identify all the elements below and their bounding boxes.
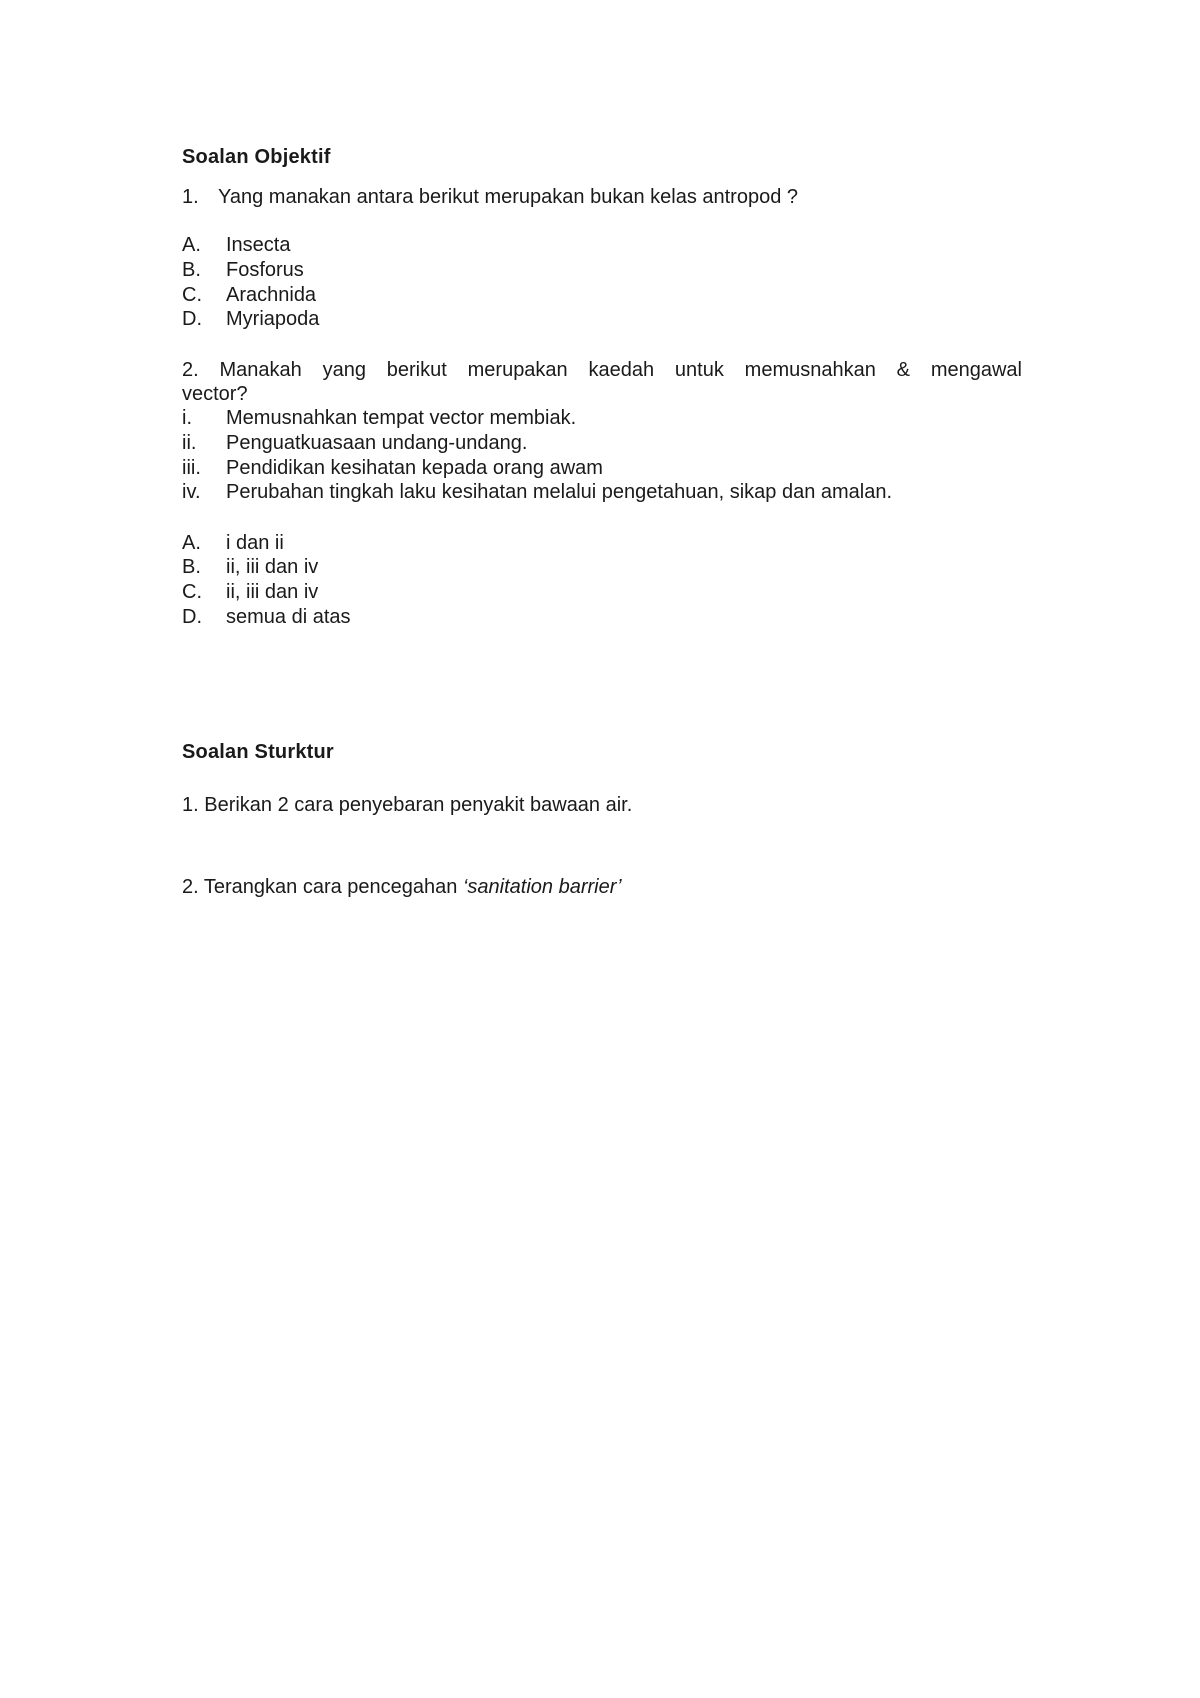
q1-option-a-letter: A. — [182, 234, 201, 256]
q2-option-a — [182, 530, 284, 557]
q2-item-iii — [182, 455, 603, 482]
structure-q2-text: 2. Terangkan cara pencegahan — [182, 876, 463, 898]
q2-item-iv-roman: iv. — [182, 481, 201, 503]
q2-item-ii-text: Penguatkuasaan undang-undang. — [226, 432, 528, 454]
q1-option-c-text: Arachnida — [226, 284, 317, 306]
q2-item-iv-text: Perubahan tingkah laku kesihatan melalui pengetahuan, sikap dan amalan. — [226, 481, 893, 503]
q2-item-i-roman: i. — [182, 407, 192, 429]
q1-option-b — [182, 257, 304, 284]
structure-q1: 1. Berikan 2 cara penyebaran penyakit bawaan air. — [182, 794, 633, 816]
q2-option-d-text: semua di atas — [226, 606, 351, 628]
q1-option-d-text: Myriapoda — [226, 308, 320, 330]
q2-item-ii-roman: ii. — [182, 432, 197, 454]
q1-option-c — [182, 282, 316, 309]
q2-option-d — [182, 604, 351, 631]
q1-option-d — [182, 306, 319, 333]
structure-q2-term: ‘sanitation barrier’ — [462, 876, 622, 898]
q1-option-a-text: Insecta — [226, 234, 291, 256]
q2-item-i — [182, 405, 576, 432]
q2-item-iv — [182, 479, 892, 506]
q2-option-a-letter: A. — [182, 532, 201, 554]
q1-option-b-text: Fosforus — [226, 259, 304, 281]
q2-option-b-letter: B. — [182, 556, 201, 578]
structure-q2 — [182, 874, 622, 901]
q2-option-b — [182, 554, 318, 581]
objective-q1-text: Yang manakan antara berikut merupakan bukan kelas antropod ? — [218, 186, 799, 208]
q2-item-i-text: Memusnahkan tempat vector membiak. — [226, 407, 577, 429]
q2-option-c-text: ii, iii dan iv — [226, 581, 319, 603]
structure-heading: Soalan Sturktur — [182, 741, 334, 763]
q2-item-ii — [182, 430, 527, 457]
objective-q1-number: 1. — [182, 186, 199, 208]
objective-heading: Soalan Objektif — [182, 146, 331, 168]
q2-option-c — [182, 579, 318, 606]
q2-option-c-letter: C. — [182, 581, 202, 603]
q1-option-a — [182, 232, 290, 259]
document-page — [182, 0, 1022, 1698]
q1-option-c-letter: C. — [182, 284, 202, 306]
q1-option-b-letter: B. — [182, 259, 201, 281]
q2-option-a-text: i dan ii — [226, 532, 284, 554]
q2-item-iii-roman: iii. — [182, 457, 201, 479]
q1-option-d-letter: D. — [182, 308, 202, 330]
objective-q1 — [182, 184, 798, 211]
q2-option-d-letter: D. — [182, 606, 202, 628]
q2-item-iii-text: Pendidikan kesihatan kepada orang awam — [226, 457, 603, 479]
objective-q2-line2: vector? — [182, 383, 248, 405]
q2-option-b-text: ii, iii dan iv — [226, 556, 319, 578]
objective-q2-line1: 2. Manakah yang berikut merupakan kaedah untuk memusnahkan & mengawal — [182, 359, 1022, 381]
